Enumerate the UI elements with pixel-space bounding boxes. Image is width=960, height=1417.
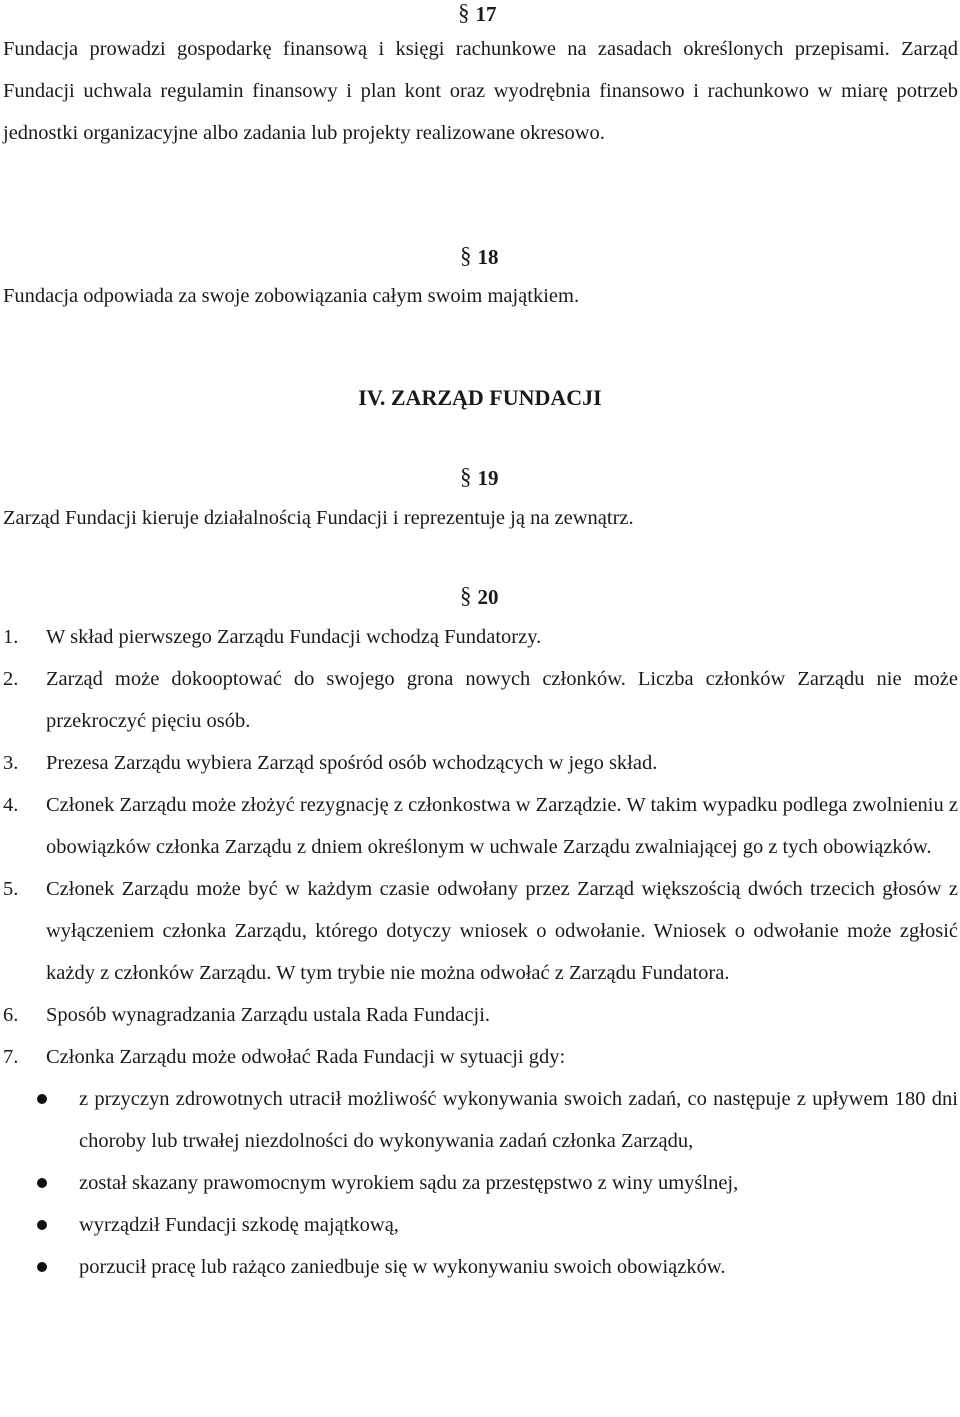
list-item-number: 5. (3, 878, 19, 900)
bullet-icon (37, 1094, 47, 1104)
section-number: 17 (475, 2, 497, 26)
bullet-text: został skazany prawomocnym wyrokiem sądu za przestępstwo z winy umyślnej, (79, 1172, 739, 1194)
list-item (3, 868, 958, 994)
section-19-text: Zarząd Fundacji kieruje działalnością Fundacji i reprezentuje ją na zewnątrz. (3, 507, 634, 529)
section-19-heading (460, 464, 499, 491)
section-number: 19 (477, 466, 499, 490)
paragraph-mark: § (458, 0, 470, 25)
bullet-icon (37, 1262, 47, 1272)
bullet-item (3, 1162, 958, 1204)
list-item-number: 2. (3, 668, 19, 690)
list-item-text: Członka Zarządu może odwołać Rada Fundacji w sytuacji gdy: (46, 1046, 566, 1068)
list-item-number: 1. (3, 626, 19, 648)
list-item-text: Prezesa Zarządu wybiera Zarząd spośród osób wchodzących w jego skład. (46, 752, 658, 774)
list-item-text: Członek Zarządu może złożyć rezygnację z członkostwa w Zarządzie. W takim wypadku podlega zwolnieniu z obowiązków członka Zarządu z dniem określonym w uchwale Zarządu zwalniającej go z tych obowiązków. (46, 794, 958, 858)
list-item-text: Członek Zarządu może być w każdym czasie odwołany przez Zarząd większością dwóch trzecich głosów z wyłączeniem członka Zarządu, którego dotyczy wniosek o odwołanie. Wniosek o odwołanie może zgłosić każdy z członków Zarządu. W tym trybie nie można odwołać z Zarządu Fundatora. (46, 878, 958, 984)
bullet-text: z przyczyn zdrowotnych utracił możliwość wykonywania swoich zadań, co następuje z upływem 180 dni choroby lub trwałej niezdolności do wykonywania zadań członka Zarządu, (79, 1088, 958, 1152)
bullet-icon (37, 1178, 47, 1188)
list-item-text: Zarząd może dokooptować do swojego grona nowych członków. Liczba członków Zarządu nie może przekroczyć pięciu osób. (46, 668, 958, 732)
section-17-heading (458, 0, 497, 27)
bullet-icon (37, 1220, 47, 1230)
list-item-number: 7. (3, 1046, 19, 1068)
paragraph-mark: § (460, 243, 472, 268)
bullet-text: wyrządził Fundacji szkodę majątkową, (79, 1214, 399, 1236)
list-item (3, 994, 958, 1036)
list-item-number: 6. (3, 1004, 19, 1026)
list-item (3, 1036, 958, 1288)
section-17-text: Fundacja prowadzi gospodarkę finansową i księgi rachunkowe na zasadach określonych przepisami. Zarząd Fundacji uchwala regulamin finansowy i plan kont oraz wyodrębnia finansowo i rachunkowo w miarę potrzeb jednostki organizacyjne albo zadania lub projekty realizowane okresowo. (3, 38, 958, 144)
chapter-heading: IV. ZARZĄD FUNDACJI (358, 385, 602, 410)
section-20-heading (460, 583, 499, 610)
dismissal-conditions-list (3, 1078, 958, 1288)
list-item-number: 4. (3, 794, 19, 816)
section-18-text: Fundacja odpowiada za swoje zobowiązania całym swoim majątkiem. (3, 285, 580, 307)
list-item-text: W skład pierwszego Zarządu Fundacji wchodzą Fundatorzy. (46, 626, 542, 648)
list-item (3, 616, 958, 658)
paragraph-mark: § (460, 464, 472, 489)
bullet-text: porzucił pracę lub rażąco zaniedbuje się w wykonywaniu swoich obowiązków. (79, 1256, 726, 1278)
section-18-heading (460, 243, 499, 270)
section-number: 18 (477, 245, 499, 269)
list-item (3, 658, 958, 742)
bullet-item (3, 1246, 958, 1288)
bullet-item (3, 1078, 958, 1162)
paragraph-mark: § (460, 583, 472, 608)
list-item-number: 3. (3, 752, 19, 774)
section-20-list (3, 616, 958, 1288)
list-item (3, 742, 958, 784)
bullet-item (3, 1204, 958, 1246)
list-item-text: Sposób wynagradzania Zarządu ustala Rada Fundacji. (46, 1004, 491, 1026)
section-number: 20 (477, 585, 499, 609)
list-item (3, 784, 958, 868)
